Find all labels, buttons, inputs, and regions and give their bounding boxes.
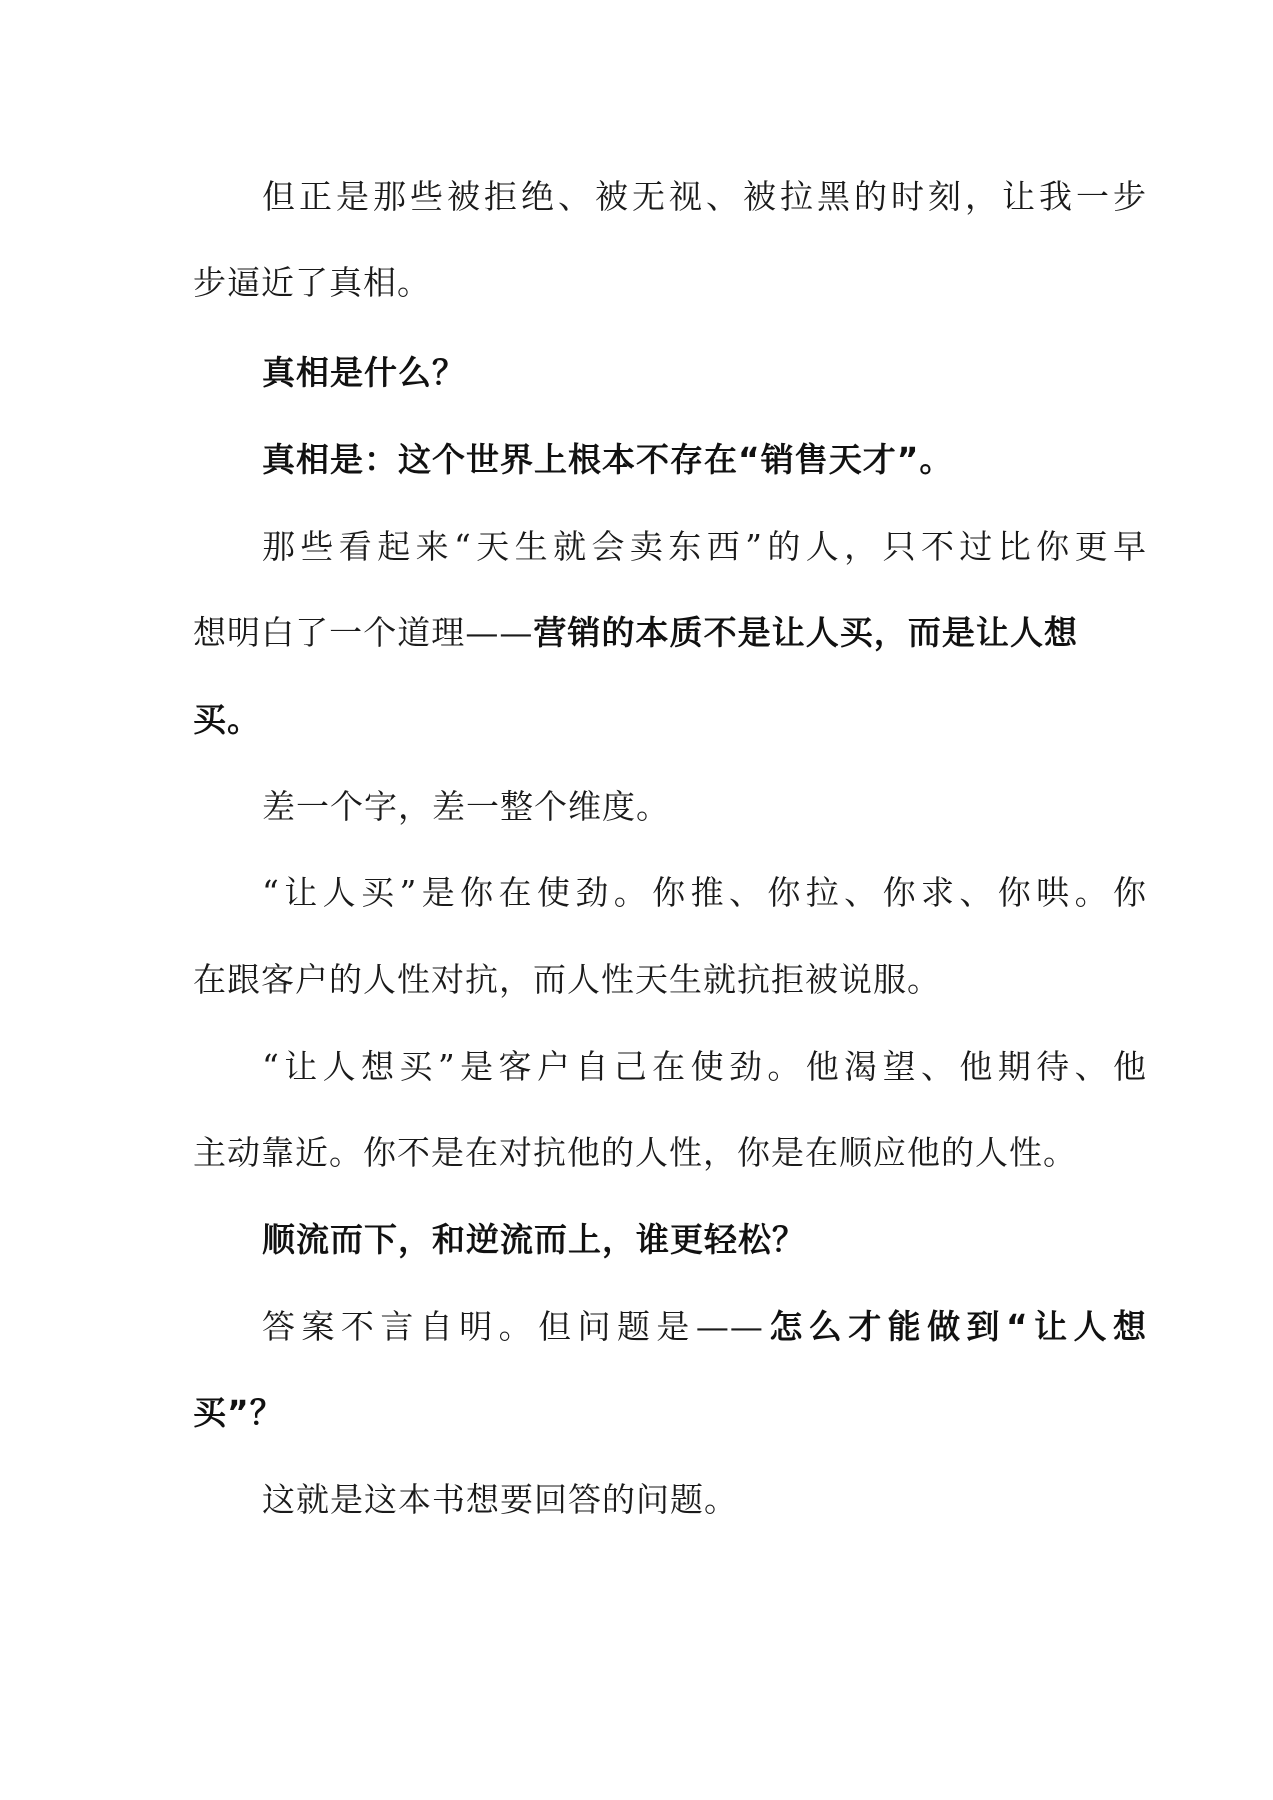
paragraph-4-line-1: 那些看起来“天生就会卖东西”的人，只不过比你更早 <box>262 527 1147 566</box>
paragraph-6-line-2: 在跟客户的人性对抗，而人性天生就抗拒被说服。 <box>193 960 941 999</box>
paragraph-7-line-1: “让人想买”是客户自己在使劲。他渴望、他期待、他 <box>262 1047 1147 1086</box>
paragraph-9-line-1-normal: 答案不言自明。但问题是—— <box>262 1307 764 1346</box>
paragraph-4-line-2 <box>193 613 1078 653</box>
paragraph-6-line-1: “让人买”是你在使劲。你推、你拉、你求、你哄。你 <box>262 873 1147 912</box>
paragraph-9-line-2: 买”？ <box>193 1393 284 1432</box>
paragraph-3-heading: 真相是：这个世界上根本不存在“销售天才”。 <box>262 440 954 479</box>
paragraph-9-line-1 <box>262 1307 1147 1347</box>
paragraph-1-line-2: 步逼近了真相。 <box>193 263 431 302</box>
paragraph-8-heading: 顺流而下，和逆流而上，谁更轻松？ <box>262 1220 806 1259</box>
paragraph-4-line-3: 买。 <box>193 700 261 739</box>
paragraph-2-heading: 真相是什么？ <box>262 353 466 392</box>
paragraph-4-line-2-normal: 想明白了一个道理—— <box>193 613 534 652</box>
paragraph-7-line-2: 主动靠近。你不是在对抗他的人性，你是在顺应他的人性。 <box>193 1133 1077 1172</box>
paragraph-9-line-1-bold: 怎么才能做到“让人想 <box>763 1307 1147 1346</box>
paragraph-1-line-1: 但正是那些被拒绝、被无视、被拉黑的时刻，让我一步 <box>262 177 1147 216</box>
paragraph-4-line-2-bold: 营销的本质不是让人买，而是让人想 <box>533 613 1079 652</box>
paragraph-10: 这就是这本书想要回答的问题。 <box>262 1480 738 1519</box>
paragraph-5: 差一个字，差一整个维度。 <box>262 787 670 826</box>
